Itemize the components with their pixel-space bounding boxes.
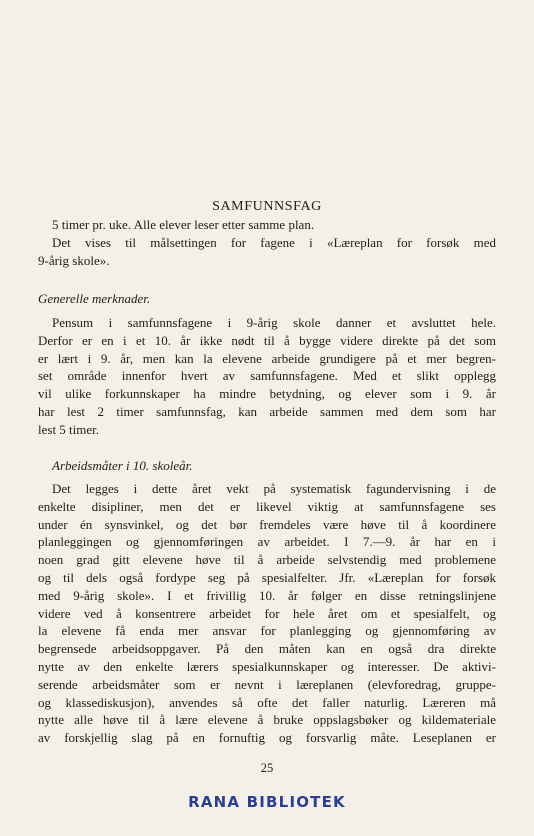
text-line: set område innenfor hvert av samfunnsfagene. Med et slikt opplegg: [38, 368, 496, 384]
text-line: lest 5 timer.: [38, 421, 100, 437]
section-heading-general-notes: [38, 290, 496, 308]
text-line: 5 timer pr. uke. Alle elever leser etter samme plan.: [52, 217, 315, 232]
text-line: Derfor er en i et 10. år ikke nødt til å bygge videre direkte på det som: [38, 332, 496, 348]
library-stamp: RANA BIBLIOTEK: [188, 793, 346, 811]
heading-text: Generelle merknader.: [38, 291, 151, 306]
text-line: med 9-årig skole». I et frivillig 10. år følger en disse retningslinjene: [38, 587, 496, 603]
text-line: begrensede arbeidsoppgaver. På den måten kan en også dra direkte: [38, 641, 496, 657]
text-line: Pensum i samfunnsfagene i 9-årig skole danner et avsluttet hele.: [52, 315, 496, 330]
text-line: videre ved å konsentrere arbeidet for hele året om et spesialfelt, og: [38, 605, 496, 621]
section-heading-work-methods: [38, 457, 496, 475]
text-line: vil ulike forkunnskaper ha mindre betydning, og elever som i 9. år: [38, 386, 496, 402]
text-line: 9-årig skole».: [38, 252, 110, 268]
text-line: planleggingen og gjennomføringen av arbeidet. I 7.—9. år har en i: [38, 534, 496, 550]
heading-text: Arbeidsmåter i 10. skoleår.: [52, 458, 193, 473]
intro-paragraph: [38, 216, 496, 269]
text-line: av forskjellig slag på en fornuftig og forsvarlig måte. Leseplanen er: [38, 730, 496, 746]
text-line: serende arbeidsmåter som er nevnt i læreplanen (elevforedrag, gruppe-: [38, 676, 496, 692]
text-line: Det legges i dette året vekt på systematisk fagundervisning i de: [52, 481, 496, 496]
text-line: under én synsvinkel, og det bør fremdeles være høve til å koordinere: [38, 516, 496, 532]
text-line: nytte alle høve til å lære elevene å bruke oppslagsbøker og kildemateriale: [38, 712, 496, 728]
text-line: er lært i 9. år, men kan la elevene arbeide grundigere på et mer begren-: [38, 350, 496, 366]
general-notes-paragraph: [38, 314, 496, 439]
text-line: enkelte disipliner, men det er likevel viktig at samfunnsfagene ses: [38, 498, 496, 514]
text-line: Det vises til målsettingen for fagene i «Læreplan for forsøk med: [52, 234, 496, 250]
text-line: og klassediskusjon), anvendes så ofte det faller naturlig. Læreren må: [38, 694, 496, 710]
text-line: nytte av den enkelte lærers spesialkunnskaper og interesser. De aktivi-: [38, 658, 496, 674]
text-line: la elevene få enda mer ansvar for planlegging og gjennomføring av: [38, 623, 496, 639]
text-line: har lest 2 timer samfunnsfag, kan arbeide sammen med dem som har: [38, 403, 496, 419]
page-title: SAMFUNNSFAG: [212, 199, 322, 214]
text-line: og til dels også fordype seg på spesialfelter. Jfr. «Læreplan for forsøk: [38, 569, 496, 585]
page-number: 25: [260, 761, 274, 775]
work-methods-paragraph: [38, 480, 496, 747]
text-line: noen grad gitt elevene høve til å arbeide selvstendig med problemene: [38, 552, 496, 568]
